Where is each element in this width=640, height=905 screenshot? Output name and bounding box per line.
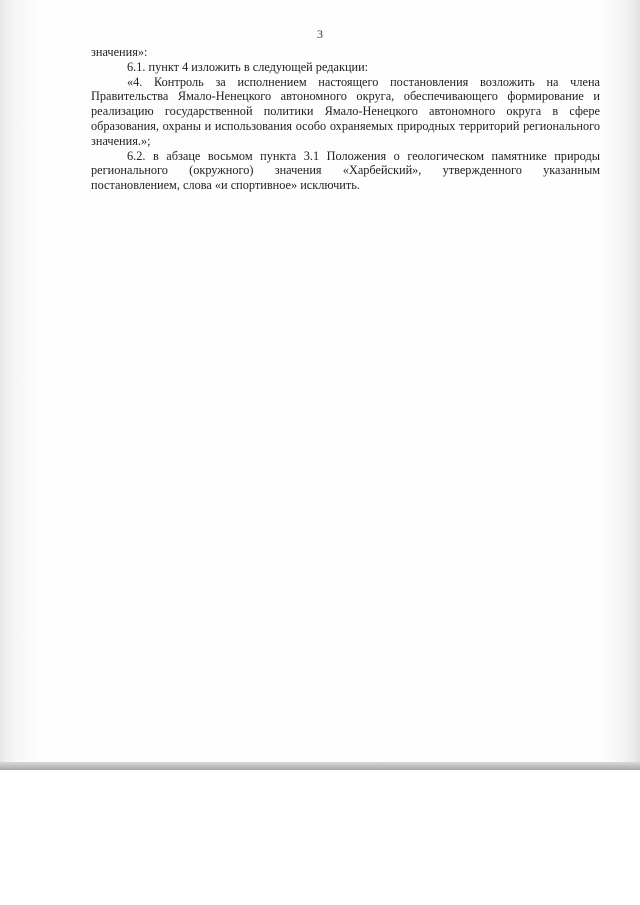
paragraph-6-1: 6.1. пункт 4 изложить в следующей редакции: xyxy=(127,59,369,74)
paragraph-6-2: 6.2. в абзаце восьмом пункта 3.1 Положения о геологическом памятнике природы регионального (окружного) значения «Харбейский», утвержденного указанным постановлением, слова «и спортивное» исключить. xyxy=(91,148,600,193)
paragraph-quoted-item-4: «4. Контроль за исполнением настоящего постановления возложить на члена Правительства Ямало-Ненецкого автономного округа, обеспечивающего формирование и реализацию государственной политики Ямало-Ненецкого автономного округа в сфере образования, охраны и использования особо охраняемых природных территорий регионального значения.»; xyxy=(91,74,600,148)
page-number: 3 xyxy=(317,27,323,41)
paragraph-continuation: значения»: xyxy=(91,45,148,59)
page-bottom-edge xyxy=(0,762,640,770)
document-body xyxy=(91,45,600,193)
